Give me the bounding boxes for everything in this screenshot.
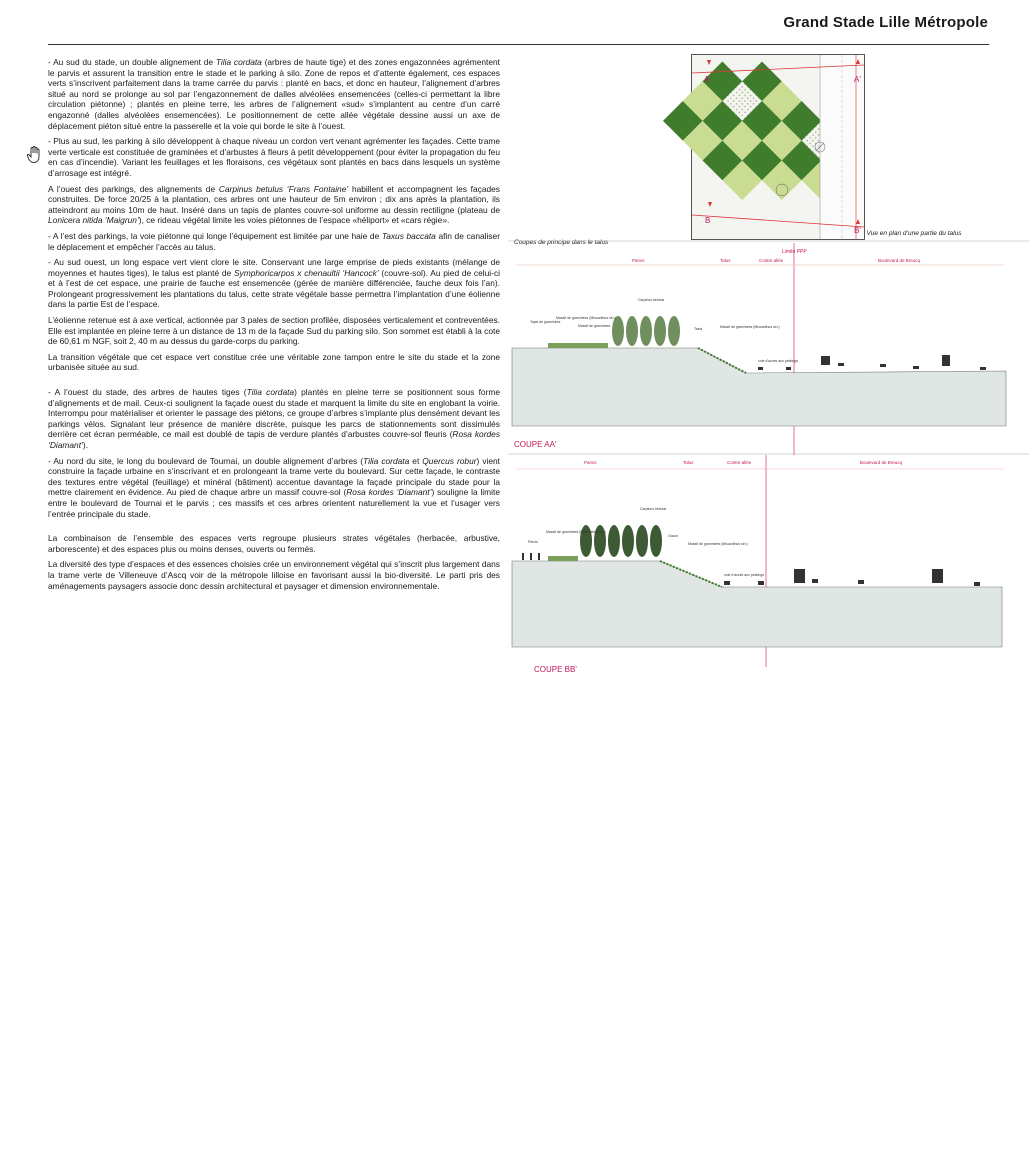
paragraph bbox=[48, 315, 500, 347]
coupe-aa bbox=[508, 243, 1029, 455]
species-name: Taxus baccata bbox=[381, 230, 436, 241]
text-run: - Plus au sud, les parking à silo développent à chaque niveau un cordon vert venant agrémenter les façades. Cette trame verte verticale est constituée de graminées et d’arbustes à fleurs à petit développement (pour éviter la propagation du feu en cas d’incendie). Variant les feuillages et les floraisons, ces végétaux sont plantés en bacs dans lesquels un système d’arrosage est intégré. bbox=[48, 136, 500, 178]
text-run: habillent et accompagnent les façades construites. De force 20/25 à la plantation, ces arbres ont une hauteur de 5m environ ; dix ans après la plantation, ils atteindront au moins 10m de haut. Inséré dans un tapis de plantes couvre-sol uniforme au dessin rectiligne (plateau de bbox=[48, 183, 500, 215]
text-run: La diversité des type d’espaces et des essences choisies crée un environnement végétal qui s’inscrit plus largement dans la trame verte de Villeneuve d’Ascq voir de la métropole lilloise en favorisant aussi la bio-diversité. Le parti pris des aménagements paysagers associe donc dessin architectural et paysager et dimension environnementale. bbox=[48, 559, 500, 591]
text-run: - Au sud du stade, un double alignement de bbox=[48, 57, 216, 67]
paragraph bbox=[48, 136, 500, 178]
text-run: afin de canaliser le déplacement et empêcher l’accès au talus. bbox=[48, 230, 500, 252]
plan-caption: Vue en plan d’une partie du talus bbox=[866, 230, 962, 237]
plan-view bbox=[691, 54, 865, 240]
species-name: Lonicera nitida ‘Maigrun’ bbox=[48, 215, 139, 226]
text-run: - Au nord du site, le long du boulevard de Tournai, un double alignement d’arbres ( bbox=[48, 455, 364, 466]
text-run: ) vient construire la façade urbaine en s’inscrivant et en prolongeant la trame verte du boulevard. Sur cette façade, le contraste des textures entre végétal (feuillage) et minéral (bâtiment) accentue davantage la façade principale du stade pour la mettre clairement en évidence. Au pied de chaque arbre un massif couvre-sol ( bbox=[48, 455, 501, 498]
coupe-bb-title: COUPE BB' bbox=[534, 665, 577, 674]
coupe-aa-drawing bbox=[508, 243, 1029, 455]
plan-marker-a-prime: A' bbox=[854, 75, 861, 84]
coupe-aa-annotation-7: voie d’accès aux parkings bbox=[758, 359, 799, 363]
species-name: Tilia cordata bbox=[246, 387, 295, 398]
coupe-bb bbox=[508, 455, 1029, 674]
sections-caption: Coupes de principe dans le talus bbox=[514, 239, 609, 246]
paragraph bbox=[48, 456, 500, 520]
coupe-bb-zone-contre-allee: Contre allée bbox=[727, 460, 752, 465]
paragraph bbox=[48, 559, 500, 591]
text-run: La transition végétale que cet espace vert constitue crée une véritable zone tampon entre le site du stade et la zone urbanisée située au sud. bbox=[48, 351, 500, 373]
coupe-aa-trees bbox=[612, 316, 680, 346]
coupe-aa-annotation-3: Massif de graminées bbox=[578, 324, 611, 328]
coupe-bb-zone-boulevard: Boulevard de Breucq bbox=[860, 460, 903, 465]
header-rule bbox=[48, 44, 989, 45]
coupe-bb-zone-parvis: Parvis bbox=[584, 460, 597, 465]
plan-marker-a: A bbox=[704, 75, 710, 84]
paragraph bbox=[48, 257, 500, 310]
coupe-aa-zone-parvis: Parvis bbox=[632, 258, 645, 263]
coupe-aa-limit-label: Limite PPP bbox=[782, 249, 807, 255]
hand-cursor-icon bbox=[26, 146, 42, 164]
text-run: - Au sud ouest, un long espace vert vient clore le site. Conservant une large emprise de pieds existants (mélange de moyennes et hautes tiges), le talus est planté de bbox=[48, 257, 500, 278]
species-name: Rosa kordes ‘Diamant’ bbox=[48, 429, 501, 450]
coupe-bb-drawing bbox=[508, 455, 1029, 674]
paragraph bbox=[48, 231, 500, 252]
text-run: - A l’est des parkings, la voie piétonne qui longe l’équipement est limitée par une haie de bbox=[48, 230, 382, 241]
coupe-aa-zone-talus: Talus bbox=[720, 258, 731, 263]
text-run: La combinaison de l’ensemble des espaces verts regroupe plusieurs strates végétales (herbacée, arbustive, arborescente) et des espaces plus ou moins denses, ouverts ou fermés. bbox=[48, 533, 500, 554]
coupe-aa-title: COUPE AA' bbox=[514, 440, 557, 449]
coupe-bb-annotation-4: Gazon bbox=[668, 534, 679, 538]
page-title: Grand Stade Lille Métropole bbox=[783, 14, 988, 31]
text-run: ) plantés en pleine terre se positionnent sous forme d’alignements et de mail. Ceux-ci soulignent la façade ouest du stade et marquent la limite du site en englobant la voirie. Interrompu pour matérialiser et orienter le passage des piétons, ce groupe d’arbres s’implante plus densément devant les parkings vélos. Signalant leur présence de manière discrète, puisque les parcs de stationnements sont dissimulés derrière cet écran perméable, ce mail est doublé de tapis de verdure plantés d’arbustes couvre-sol fleuris ( bbox=[48, 387, 500, 440]
coupe-aa-annotation-1: Tapis de graminées bbox=[530, 320, 561, 324]
coupe-aa-annotation-6: Talus bbox=[694, 327, 703, 331]
text-run: ) souligne la limite entre le boulevard de Tournai et le parvis ; ces massifs et ces arbres orientent naturellement la vue et l’usager vers l’entrée principale du stade. bbox=[48, 487, 500, 519]
plan-drawing bbox=[692, 55, 864, 239]
text-run: L’éolienne retenue est à axe vertical, actionnée par 3 pales de section profilée, disposées verticalement et contreventées. Elle est implantée en pleine terre à un distance de 13 m de la façade Sud du parking silo. Son sommet est établi à la cote de 60,61 m NGF, soit 2, 40 m au dessus du garde-corps du parking. bbox=[48, 315, 500, 347]
coupe-aa-annotation-4: Carpinus betulus bbox=[638, 298, 665, 302]
coupe-bb-annotation-3: Parvis bbox=[528, 540, 538, 544]
text-run: (arbres de haute tige) et des zones engazonnées agrémentent le parvis et assurent la transition entre le stade et le parking à silo. Zone de repos et d’attente également, ces espaces verts s’inscrivent parfaitement dans la trame carrée du parvis : planté en bacs, et donc en hauteur, l’alignement d’arbres situé au nord se prolonge au sol par l’engazonnement de dalles alvéolées ensemencées (celles-ci permettant la libre circulation piétonne) ; plantés en pleine terre, les arbres de l’alignement «sud» s’implantent au centre d’un carré engazonné (dalles alvéolées ensemencées). Le positionnement de cette allée végétale dessine aussi un axe de déplacement piéton situé entre la passerelle et la voie qui borde le site à l’ouest. bbox=[48, 57, 500, 131]
paragraph bbox=[48, 184, 500, 226]
paragraph bbox=[48, 387, 500, 451]
text-run: - A l’ouest du stade, des arbres de hautes tiges ( bbox=[48, 387, 247, 398]
coupe-bb-annotation-1: Carpinus betulus bbox=[640, 507, 667, 511]
species-name: Tilia cordata bbox=[363, 455, 410, 466]
paragraph bbox=[48, 57, 500, 131]
body-text bbox=[48, 57, 500, 596]
coupe-bb-annotation-6: voie d’accès aux parkings bbox=[724, 573, 765, 577]
text-run: et bbox=[409, 455, 423, 466]
plan-marker-b: B bbox=[705, 216, 711, 225]
coupe-aa-zone-boulevard: Boulevard de Breucq bbox=[878, 258, 921, 263]
paragraph bbox=[48, 533, 500, 554]
coupe-bb-annotation-5: Massif de graminées (Miscanthus sin.) bbox=[688, 542, 748, 546]
species-name: Symphoricarpos x chenaultii ‘Hancock’ bbox=[233, 267, 379, 278]
species-name: Tilia cordata bbox=[215, 57, 262, 67]
coupe-bb-annotation-2: Massif de graminées (Miscanthus sin.) bbox=[546, 530, 606, 534]
coupe-aa-zone-contre-allee: Contre allée bbox=[759, 258, 784, 263]
paragraph bbox=[48, 352, 500, 373]
plan-marker-b-prime: B' bbox=[854, 226, 861, 235]
coupe-aa-annotation-5: Massif de graminées (Miscanthus sin.) bbox=[720, 325, 780, 329]
species-name: Rosa kordes ‘Diamant’ bbox=[346, 487, 432, 498]
coupe-aa-annotation-2: Massif de graminées (Miscanthus sin.) bbox=[556, 316, 616, 320]
text-run: ). bbox=[82, 440, 89, 450]
text-run: ), ce rideau végétal limite les voies piétonnes de l’espace «héliport» et «cars régie». bbox=[138, 215, 450, 226]
text-run: A l’ouest des parkings, des alignements de bbox=[48, 183, 219, 194]
species-name: Quercus robur bbox=[422, 455, 477, 466]
species-name: Carpinus betulus ‘Frans Fontaine’ bbox=[218, 183, 349, 194]
coupe-bb-zone-talus: Talus bbox=[683, 460, 694, 465]
text-run: (couvre-sol). Au pied de celui-ci et à l’est de cet espace, une prairie de fauche est ensemencée (gérée de manière différenciée, fauche deux fois l’an). Prolongeant progressivement les plantations du talus, cette strate végétale basse permettra l’implantation d’une éolienne dans la partie Est de l’espace. bbox=[48, 267, 500, 310]
